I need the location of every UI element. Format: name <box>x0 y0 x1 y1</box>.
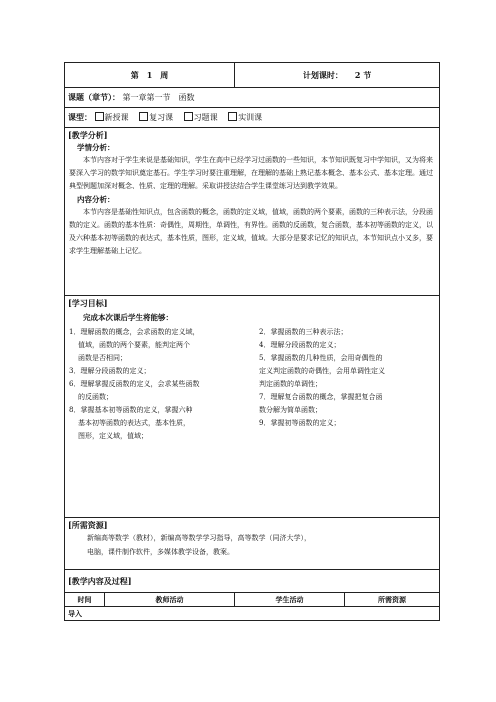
goals-heading: [学习目标] <box>68 298 108 308</box>
resources-line: 新编高等数学（教材），新编高等数学学习指导，高等数学（同济大学）， <box>87 534 311 542</box>
col-time: 时间 <box>65 593 105 607</box>
goal-line: 值域，函数的两个要素，能判定两个 <box>78 341 190 349</box>
goal-line: 的反函数； <box>78 393 113 401</box>
content-analysis-title: 内容分析： <box>77 195 115 204</box>
week-cell <box>65 63 235 88</box>
topic-label: 课题（章节）： <box>68 92 120 102</box>
goal-line: 数分解为简单函数； <box>259 406 322 414</box>
goals-section <box>65 296 440 518</box>
goals-right-column <box>259 326 434 443</box>
course-type-label: 课型： <box>68 112 92 122</box>
content-analysis-text: 本节内容是基础性知识点，包含函数的概念，函数的定义域，值域，函数的两个要素，函数的三种表示法，分段函数的定义。函数的基本性质：奇偶性，周期性，单调性，有界性。函数的反函数，复合函数，基本初等函数的定义，以及六种基本初等函数的表达式，基本性质，图形，定义域，值域。大部分是要求记忆的知识点，本节知识点小又多，要求学生理解基础上记忆。 <box>69 208 433 255</box>
goal-line: 3．理解分段函数的定义； <box>69 367 151 375</box>
goal-line: 2．掌握函数的三种表示法； <box>259 328 348 336</box>
col-teacher-activity: 教师活动 <box>105 593 235 607</box>
goals-title: 完成本次课后学生将能够： <box>83 313 173 322</box>
goals-left-column <box>69 326 259 443</box>
checkbox-icon <box>228 112 237 121</box>
goal-line: 6．理解掌握反函数的定义，会求某些函数 <box>69 380 200 388</box>
student-analysis-title: 学情分析： <box>77 143 115 152</box>
lesson-plan-page <box>64 62 439 621</box>
resources-section <box>65 518 440 570</box>
resources-heading: [所需资源] <box>68 520 108 530</box>
option-practical: 实训课 <box>228 113 262 122</box>
goal-line: 函数是否相同； <box>78 354 127 362</box>
analysis-section <box>65 128 440 296</box>
goal-line: 判定函数的单调性； <box>259 380 322 388</box>
student-analysis-text: 本节内容对于学生来说是基础知识，学生在高中已经学习过函数的一些知识，本节知识既复习中学知识，又为将来要深入学习的数学知识奠定基石。学生学习时要注重理解，在理解的基础上熟记基本概念、基本公式、基本定理。通过典型例题加深对概念、性质、定理的理解。采取讲授法结合学生课堂练习达到教学效果。 <box>69 156 433 190</box>
lesson-plan-table <box>64 62 440 621</box>
option-review: 复习课 <box>139 113 173 122</box>
resources-line: 电脑，课件制作软件，多媒体教学设备，教案。 <box>87 548 234 556</box>
goal-line: 5．掌握函数的几种性质，会用奇偶性的 <box>259 354 383 362</box>
goals-columns <box>65 326 439 443</box>
course-type-row <box>65 108 440 128</box>
process-row-intro: 导入 <box>65 607 440 621</box>
hours-cell <box>235 63 440 88</box>
topic-value: 第一章第一节 函数 <box>122 93 195 102</box>
goal-line: 定义判定函数的奇偶性，会用单调性定义 <box>259 367 385 375</box>
checkbox-icon <box>184 112 193 121</box>
topic-row <box>65 88 440 108</box>
goal-line: 9．掌握初等函数的定义； <box>259 419 341 427</box>
option-new-lesson: 新授课 <box>95 113 129 122</box>
process-heading: [教学内容及过程] <box>68 576 132 586</box>
planned-hours-label: 计划课时： 2 节 <box>302 69 372 80</box>
checkbox-icon <box>95 112 104 121</box>
week-label: 第 1 周 <box>130 69 169 80</box>
goal-line: 4．理解分段函数的定义； <box>259 341 341 349</box>
goal-line: 1．理解函数的概念，会求函数的定义域， <box>69 328 200 336</box>
col-resources: 所需资源 <box>345 593 440 607</box>
goal-line: 基本初等函数的表达式，基本性质， <box>78 419 190 427</box>
process-section <box>65 570 440 593</box>
analysis-heading: [教学分析] <box>68 130 108 140</box>
checkbox-icon <box>139 112 148 121</box>
goal-line: 8．掌握基本初等函数的定义，掌握六种 <box>69 406 193 414</box>
goal-line: 图形，定义域，值域； <box>78 432 148 440</box>
col-student-activity: 学生活动 <box>235 593 345 607</box>
goal-line: 7．理解复合函数的概念，掌握把复合函 <box>259 393 383 401</box>
option-exercise: 习题课 <box>184 113 218 122</box>
